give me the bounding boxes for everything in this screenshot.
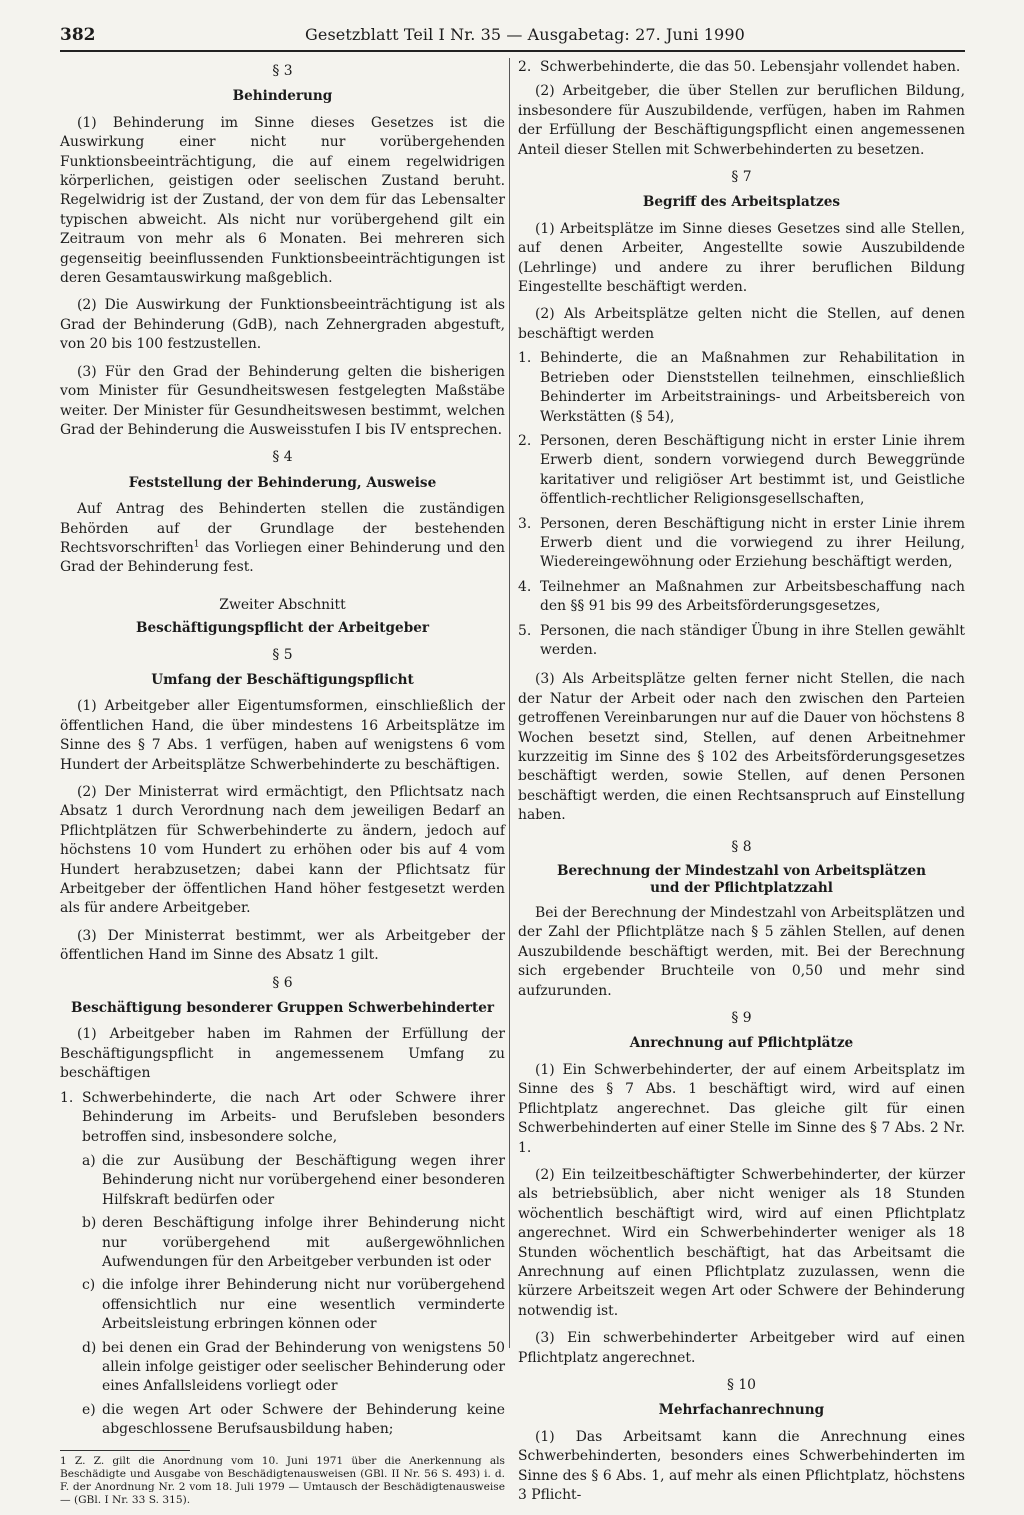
section-5-paragraph-2: (2) Der Ministerrat wird ermächtigt, den Pflichtsatz nach Absatz 1 durch Verordnung nach dem jeweiligen Bedarf an Pflichtplätzen für Schwerbehinderte zu ändern, jedoch auf höchstens 10 vom Hundert zu erhöhen oder bis auf 4 vom Hundert herabzusetzen; dabei kann der Pflichtsatz für Arbeitgeber der öffentlichen Hand höher festgesetzt werden als für andere Arbeitgeber.	[60, 784, 505, 917]
item-number: 3.	[518, 515, 532, 532]
section-7-paragraph-2: (2) Als Arbeitsplätze gelten nicht die Stellen, auf denen beschäftigt werden	[518, 306, 965, 342]
footnote-rule	[60, 1450, 190, 1451]
footnote: 1 Z. Z. gilt die Anordnung vom 10. Juni 1971 über die Anerkennung als Beschädigte und Ausgabe von Beschädigtenausweisen (GBl. II Nr. 56 S. 493) i. d. F. der Anordnung Nr. 2 vom 18. Juli 1979 — Umtausch der Beschädigtenausweise — (GBl. I Nr. 33 S. 315).	[60, 1454, 505, 1506]
sublist-letter: e)	[82, 1401, 96, 1418]
section-7-item-2	[518, 432, 965, 510]
sublist-text: die infolge ihrer Behinderung nicht nur vorübergehend offensichtlich nur eine wesentlich verminderte Arbeitsleistung erbringen können oder	[102, 1277, 505, 1333]
column-divider	[509, 58, 510, 1348]
section-4-paragraph-1	[60, 500, 505, 578]
section-3-paragraph-3: (3) Für den Grad der Behinderung gelten die bisherigen vom Minister für Gesundheitswesen festgelegten Maßstäbe weiter. Der Minister für Gesundheitswesen bestimmt, welchen Grad der Behinderung die Ausweisstufen I bis IV entsprechen.	[60, 363, 505, 438]
sublist-letter: b)	[82, 1215, 97, 1232]
section-8-heading-line-1: Berechnung der Mindestzahl von Arbeitsplätzen	[556, 863, 927, 880]
section-6-number: § 6	[272, 974, 293, 991]
right-column	[518, 58, 965, 1513]
sublist-item-c	[82, 1276, 505, 1334]
section-7-item-3	[518, 515, 965, 573]
section-6-heading: Beschäftigung besonderer Gruppen Schwerbehinderter	[70, 1000, 495, 1017]
section-3-paragraph-2: (2) Die Auswirkung der Funktionsbeeinträchtigung ist als Grad der Behinderung (GdB), nach Zehnergraden abgestuft, von 20 bis 100 festzustellen.	[60, 297, 505, 353]
section-9-paragraph-3: (3) Ein schwerbehinderter Arbeitgeber wird auf einen Pflichtplatz angerechnet.	[518, 1330, 965, 1366]
section-5-heading: Umfang der Beschäftigungspflicht	[151, 671, 414, 688]
section-8-paragraph-1: Bei der Berechnung der Mindestzahl von Arbeitsplätzen und der Zahl der Pflichtplätze nach § 5 zählen Stellen, auf denen Auszubildende beschäftigt werden, mit. Bei der Berechnung sich ergebender Bruchteile von 0,50 und mehr sind aufzurunden.	[518, 905, 965, 999]
section-4-text-a: Auf Antrag des Behinderten stellen die zuständigen Behörden auf der Grundlage der bestehenden Rechtsvorschriften	[60, 501, 505, 556]
section-9-number: § 9	[731, 1010, 752, 1027]
section-4-heading: Feststellung der Behinderung, Ausweise	[128, 474, 437, 491]
page-header	[60, 20, 965, 50]
item-text: Personen, deren Beschäftigung nicht in erster Linie ihrem Erwerb dient und die vorwiegend zu ihrer Heilung, Wiedereingewöhnung oder Erziehung beschäftigt werden,	[540, 515, 965, 571]
chapter-label: Zweiter Abschnitt	[219, 596, 346, 613]
sublist-letter: a)	[82, 1152, 96, 1169]
section-6-paragraph-1: (1) Arbeitgeber haben im Rahmen der Erfüllung der Beschäftigungspflicht in angemessenem Umfang zu beschäftigen	[60, 1026, 505, 1082]
item-text: Schwerbehinderte, die das 50. Lebensjahr vollendet haben.	[540, 59, 961, 75]
item-number: 5.	[518, 622, 532, 639]
sublist-item-d	[82, 1339, 505, 1397]
item-number: 1.	[60, 1089, 74, 1106]
sublist-item-a	[82, 1152, 505, 1210]
item-text: Behinderte, die an Maßnahmen zur Rehabilitation in Betrieben oder Dienststellen teilnehmen, einschließlich Behinderter im Arbeitstrainings- und Arbeitsbereich von Werkstätten (§ 54),	[540, 350, 965, 425]
section-8-heading-line-2: und der Pflichtplatzzahl	[650, 880, 833, 897]
page-number: 382	[60, 25, 96, 45]
section-9-paragraph-1: (1) Ein Schwerbehinderter, der auf einem Arbeitsplatz im Sinne des § 7 Abs. 1 beschäftigt wird, wird auf einen Pflichtplatz angerechnet. Das gleiche gilt für einen Schwerbehinderten auf einer Stelle im Sinne des § 7 Abs. 2 Nr. 1.	[518, 1061, 965, 1156]
sublist-item-e	[82, 1401, 505, 1440]
section-6-paragraph-2: (2) Arbeitgeber, die über Stellen zur beruflichen Bildung, insbesondere für Auszubildende, verfügen, haben im Rahmen der Erfüllung der Beschäftigungspflicht einen angemessenen Anteil dieser Stellen mit Schwerbehinderten zu besetzen.	[518, 83, 965, 158]
section-6-sublist	[82, 1152, 505, 1440]
section-5-number: § 5	[272, 646, 293, 663]
item-text: Teilnehmer an Maßnahmen zur Arbeitsbeschaffung nach den §§ 91 bis 99 des Arbeitsförderungsgesetzes,	[540, 578, 965, 615]
section-8-number: § 8	[731, 838, 752, 855]
section-5-paragraph-3: (3) Der Ministerrat bestimmt, wer als Arbeitgeber der öffentlichen Hand im Sinne des Absatz 1 gilt.	[60, 927, 505, 964]
section-3-paragraph-1: (1) Behinderung im Sinne dieses Gesetzes ist die Auswirkung einer nicht nur vorübergehenden Funktionsbeeinträchtigung, die auf einem regelwidrigen körperlichen, geistigen oder seelischen Zustand beruht. Regelwidrig ist der Zustand, der von dem für das Lebensalter typischen abweicht. Als nicht nur vorübergehend gilt ein Zeitraum von mehr als 6 Monaten. Bei mehreren sich gegenseitig beeinflussenden Funktionsbeeinträchtigungen ist deren Gesamtauswirkung maßgeblich.	[60, 114, 505, 287]
section-7-item-1	[518, 349, 965, 427]
left-column	[60, 58, 505, 1515]
section-5-paragraph-1: (1) Arbeitgeber aller Eigentumsformen, einschließlich der öffentlichen Hand, die über mindestens 16 Arbeitsplätze im Sinne des § 7 Abs. 1 verfügen, haben auf wenigstens 6 vom Hundert der Arbeitsplätze Schwerbehinderte zu beschäftigen.	[60, 698, 505, 773]
section-10-number: § 10	[726, 1376, 757, 1393]
footnote-marker: 1	[193, 539, 200, 550]
section-10-paragraph-1: (1) Das Arbeitsamt kann die Anrechnung eines Schwerbehinderten, besonders eines Schwerbehinderten im Sinne des § 6 Abs. 1, auf mehr als einen Pflichtplatz, höchstens 3 Pflicht-	[518, 1428, 965, 1503]
section-4-text-b: das Vorliegen einer Behinderung und den Grad der Behinderung fest.	[60, 539, 505, 576]
sublist-text: deren Beschäftigung infolge ihrer Behinderung nicht nur vorübergehend mit außergewöhnlichen Aufwendungen für den Arbeitgeber verbunden ist oder	[102, 1215, 505, 1270]
header-rule	[60, 50, 965, 52]
section-7-number: § 7	[731, 169, 752, 186]
sublist-text: bei denen ein Grad der Behinderung von wenigstens 50 allein infolge geistiger oder seelischer Behinderung oder eines Anfallsleidens vorliegt oder	[102, 1339, 505, 1395]
sublist-text: die wegen Art oder Schwere der Behinderung keine abgeschlossene Berufsausbildung haben;	[102, 1401, 505, 1438]
section-10-heading: Mehrfachanrechnung	[658, 1402, 825, 1419]
section-9-paragraph-2: (2) Ein teilzeitbeschäftigter Schwerbehinderter, der kürzer als betriebsüblich, aber nicht weniger als 18 Stunden wöchentlich beschäftigt wird, wird auf einen Pflichtplatz angerechnet. Wird ein Schwerbehinderter weniger als 18 Stunden wöchentlich beschäftigt, hat das Arbeitsamt die Anrechnung auf einen Pflichtplatz zuzulassen, wenn die kürzere Arbeitszeit wegen Art oder Schwere der Behinderung notwendig ist.	[518, 1166, 965, 1319]
item-text: Personen, deren Beschäftigung nicht in erster Linie ihrem Erwerb dient, sondern vorwiegend durch Beweggründe karitativer und religiöser Art bestimmt ist, und Geistliche öffentlich-rechtlicher Religionsgesellschaften,	[540, 432, 965, 508]
item-text: Personen, die nach ständiger Übung in ihre Stellen gewählt werden.	[540, 622, 965, 658]
section-4-number: § 4	[272, 449, 293, 466]
sublist-text: die zur Ausübung der Beschäftigung wegen ihrer Behinderung nicht nur vorübergehend einer besonderen Hilfskraft bedürfen oder	[102, 1152, 505, 1208]
sublist-letter: d)	[82, 1339, 97, 1356]
chapter-heading: Beschäftigungspflicht der Arbeitgeber	[135, 620, 430, 637]
section-8-heading	[518, 863, 965, 897]
section-6-item-1	[60, 1089, 505, 1147]
section-9-heading: Anrechnung auf Pflichtplätze	[629, 1035, 854, 1052]
item-number: 1.	[518, 350, 532, 367]
sublist-item-b	[82, 1214, 505, 1272]
item-text: Schwerbehinderte, die nach Art oder Schwere ihrer Behinderung im Arbeits- und Berufsleben besonders betroffen sind, insbesondere solche,	[82, 1089, 505, 1145]
item-number: 2.	[518, 432, 532, 449]
section-7-paragraph-1: (1) Arbeitsplätze im Sinne dieses Gesetzes sind alle Stellen, auf denen Arbeiter, Angestellte sowie Auszubildende (Lehrlinge) und andere zu ihrer beruflichen Bildung Eingestellte beschäftigt werden.	[518, 220, 965, 296]
sublist-letter: c)	[82, 1277, 96, 1294]
section-3-number: § 3	[272, 63, 293, 79]
section-6-item-2	[518, 58, 965, 77]
item-number: 4.	[518, 578, 532, 595]
gazette-title: Gesetzblatt Teil I Nr. 35 — Ausgabetag: 27. Juni 1990	[305, 25, 745, 44]
section-7-heading: Begriff des Arbeitsplatzes	[642, 194, 841, 211]
section-7-item-5	[518, 622, 965, 661]
section-3-heading: Behinderung	[232, 88, 333, 105]
section-7-item-4	[518, 578, 965, 617]
item-number: 2.	[518, 59, 532, 75]
section-7-paragraph-3: (3) Als Arbeitsplätze gelten ferner nicht Stellen, die nach der Natur der Arbeit oder nach den zwischen den Parteien getroffenen Vereinbarungen nur auf die Dauer von höchstens 8 Wochen besetzt sind, Stellen, auf denen Arbeitnehmer kurzzeitig im Sinne des § 102 des Arbeitsförderungsgesetzes beschäftigt werden, sowie Stellen, auf denen Personen beschäftigt werden, die einen Rechtsanspruch auf Einstellung haben.	[518, 671, 965, 824]
